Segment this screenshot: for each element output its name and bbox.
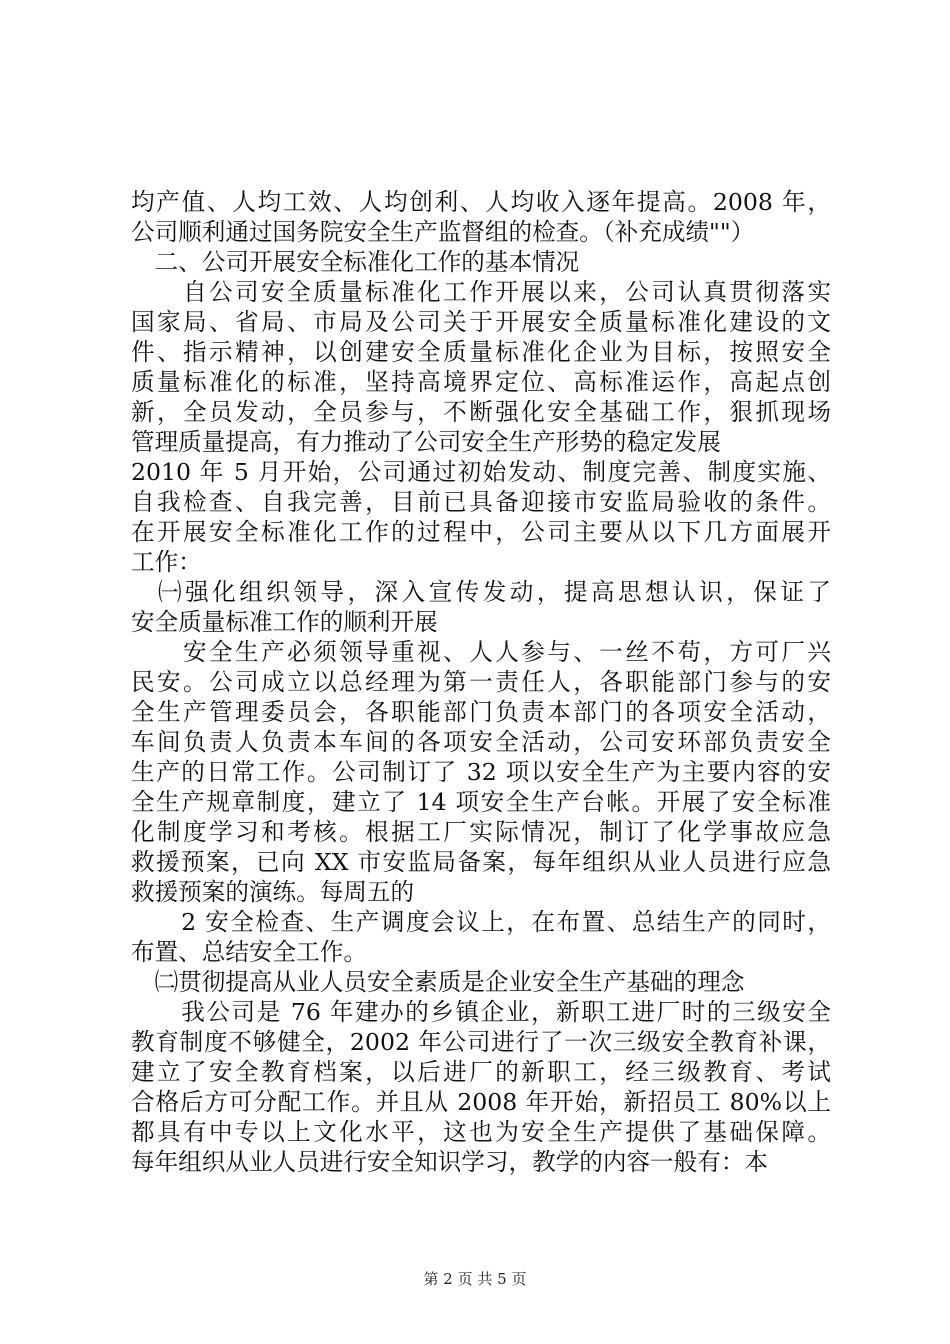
text-line: 自公司安全质量标准化工作开展以来，公司认真贯彻落实	[131, 278, 831, 306]
text-line: 2010 年 5 月开始，公司通过初始发动、制度完善、制度实施、	[131, 458, 831, 486]
text-line: 安全生产必须领导重视、人人参与、一丝不苟，方可厂兴	[131, 638, 831, 666]
text-line: 新，全员发动，全员参与，不断强化安全基础工作，狠抓现场	[131, 398, 831, 426]
text-line: 管理质量提高，有力推动了公司安全生产形势的稳定发展	[131, 428, 721, 456]
page-footer: 第 2 页 共 5 页	[423, 1270, 527, 1288]
text-line: 救援预案，已向 XX 市安监局备案，每年组织从业人员进行应急	[131, 848, 831, 876]
text-line: 质量标准化的标准，坚持高境界定位、高标准运作，高起点创	[131, 368, 831, 396]
text-line: 二、公司开展安全标准化工作的基本情况	[131, 248, 580, 276]
text-line: 全生产规章制度，建立了 14 项安全生产台帐。开展了安全标准	[131, 788, 831, 816]
text-line: 自我检查、自我完善，目前已具备迎接市安监局验收的条件。	[131, 488, 831, 516]
text-line: 均产值、人均工效、人均创利、人均收入逐年提高。2008 年，	[131, 188, 831, 216]
text-line: 化制度学习和考核。根据工厂实际情况，制订了化学事故应急	[131, 818, 831, 846]
text-line: 安全质量标准工作的顺利开展	[131, 608, 438, 636]
text-line: 件、指示精神，以创建安全质量标准化企业为目标，按照安全	[131, 338, 831, 366]
text-line: 每年组织从业人员进行安全知识学习，教学的内容一般有：本	[131, 1148, 769, 1176]
text-line: 建立了安全教育档案，以后进厂的新职工，经三级教育、考试	[131, 1058, 831, 1086]
text-line: 救援预案的演练。每周五的	[131, 878, 415, 906]
text-line: 布置、总结安全工作。	[131, 938, 367, 966]
text-line: 国家局、省局、市局及公司关于开展安全质量标准化建设的文	[131, 308, 831, 336]
text-line: 车间负责人负责本车间的各项安全活动，公司安环部负责安全	[131, 728, 831, 756]
text-line: 公司顺利通过国务院安全生产监督组的检查。（补充成绩""）	[131, 218, 755, 246]
text-line: 我公司是 76 年建办的乡镇企业，新职工进厂时的三级安全	[131, 998, 831, 1026]
text-line: 民安。公司成立以总经理为第一责任人，各职能部门参与的安	[131, 668, 831, 696]
text-line: 合格后方可分配工作。并且从 2008 年开始，新招员工 80%以上	[131, 1088, 831, 1116]
text-line: 在开展安全标准化工作的过程中，公司主要从以下几方面展开	[131, 518, 831, 546]
text-line: 生产的日常工作。公司制订了 32 项以安全生产为主要内容的安	[131, 758, 831, 786]
text-line: 2 安全检查、生产调度会议上，在布置、总结生产的同时，	[131, 908, 831, 936]
text-line: 工作：	[131, 548, 202, 576]
text-line: ㈡贯彻提高从业人员安全素质是企业安全生产基础的理念	[131, 968, 745, 996]
text-line: 教育制度不够健全，2002 年公司进行了一次三级安全教育补课，	[131, 1028, 831, 1056]
text-line: ㈠强化组织领导，深入宣传发动，提高思想认识，保证了	[131, 578, 831, 606]
text-line: 都具有中专以上文化水平，这也为安全生产提供了基础保障。	[131, 1118, 831, 1146]
text-line: 全生产管理委员会，各职能部门负责本部门的各项安全活动，	[131, 698, 831, 726]
